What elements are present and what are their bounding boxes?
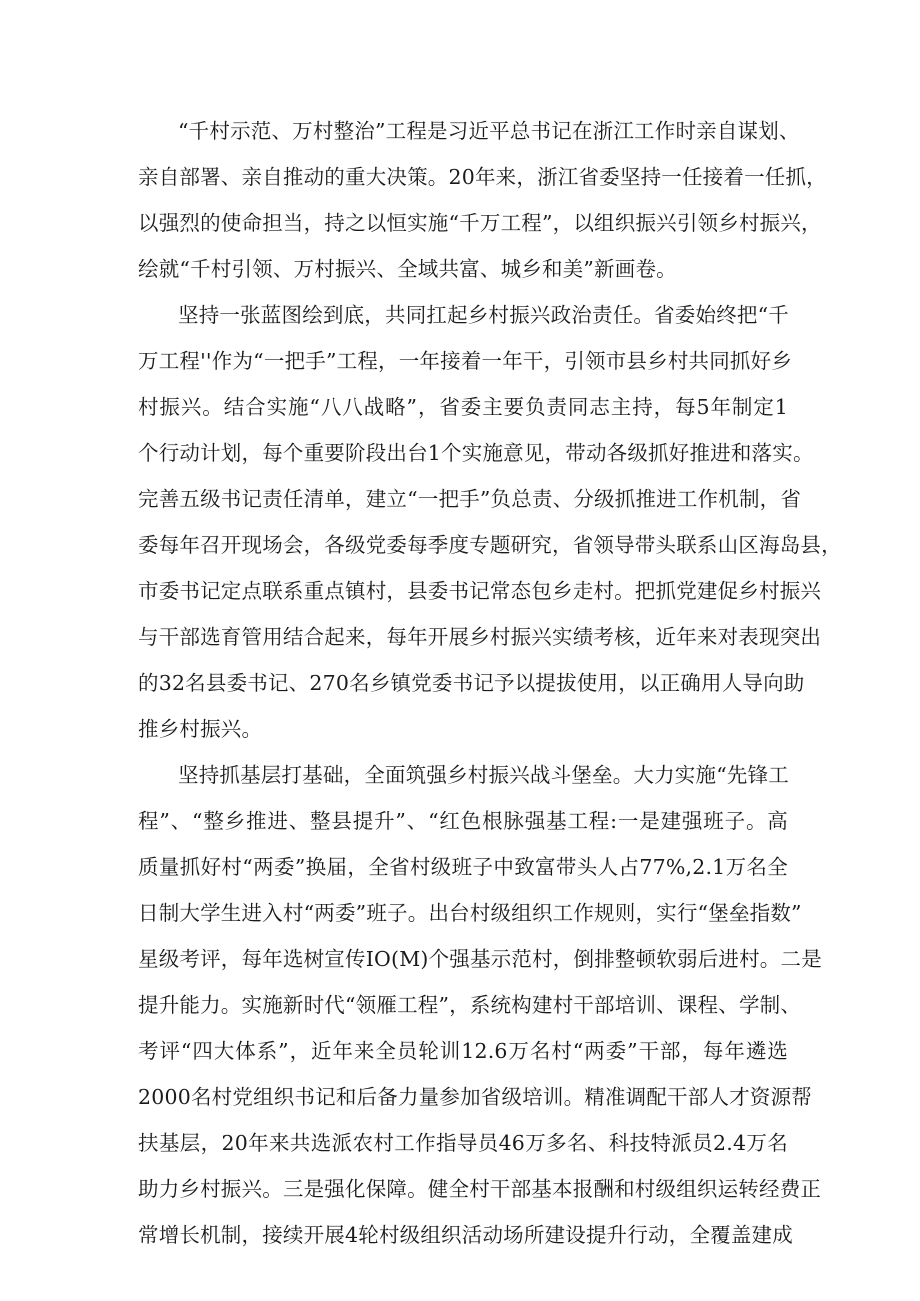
paragraph-1-line-3: 以强烈的使命担当，持之以恒实施“千万工程”，以组织振兴引领乡村振兴， (138, 211, 822, 235)
paragraph-1-line-2: 亲自部署、亲自推动的重大决策。20年来，浙江省委坚持一任接着一任抓， (138, 165, 827, 189)
paragraph-2-line-8: 与干部选育管用结合起来，每年开展乡村振兴实绩考核，近年来对表现突出 (138, 625, 822, 649)
paragraph-2-line-1: 坚持一张蓝图绘到底，共同扛起乡村振兴政治责任。省委始终把“千 (178, 303, 789, 327)
paragraph-3-line-5: 星级考评，每年选树宣传IO(M)个强基示范村，倒排整顿软弱后进村。二是 (138, 947, 822, 971)
paragraph-2-line-2: 万工程''作为“一把手”工程，一年接着一年干，引领市县乡村共同抓好乡 (138, 349, 793, 373)
paragraph-2-line-6: 委每年召开现场会，各级党委每季度专题研究，省领导带头联系山区海岛县， (138, 533, 842, 557)
paragraph-3-line-7: 考评“四大体系”，近年来全员轮训12.6万名村“两委”干部，每年遴选 (138, 1039, 788, 1063)
paragraph-1-line-1: “千村示范、万村整治”工程是习近平总书记在浙江工作时亲自谋划、 (178, 119, 800, 143)
paragraph-3-line-3: 质量抓好村“两委”换届，全省村级班子中致富带头人占77%,2.1万名全 (138, 855, 788, 879)
paragraph-2-line-9: 的32名县委书记、270名乡镇党委书记予以提拔使用，以正确用人导向助 (138, 671, 805, 695)
paragraph-3-line-8: 2000名村党组织书记和后备力量参加省级培训。精准调配干部人才资源帮 (138, 1085, 812, 1109)
paragraph-3-line-4: 日制大学生进入村“两委”班子。出台村级组织工作规则，实行“堡垒指数” (138, 901, 802, 925)
paragraph-3-line-1: 坚持抓基层打基础，全面筑强乡村振兴战斗堡垒。大力实施“先锋工 (178, 763, 789, 787)
paragraph-3-line-9: 扶基层，20年来共选派农村工作指导员46万多名、科技特派员2.4万名 (138, 1131, 788, 1155)
paragraph-3-line-6: 提升能力。实施新时代“领雁工程”，系统构建村干部培训、课程、学制、 (138, 993, 802, 1017)
paragraph-3-line-11: 常增长机制，接续开展4轮村级组织活动场所建设提升行动，全覆盖建成 (138, 1223, 793, 1247)
paragraph-3-line-2: 程”、“整乡推进、整县提升”、“红色根脉强基工程:一是建强班子。高 (138, 809, 788, 833)
paragraph-2-line-5: 完善五级书记责任清单，建立“一把手”负总责、分级抓推进工作机制，省 (138, 487, 802, 511)
paragraph-2-line-4: 个行动计划，每个重要阶段出台1个实施意见，带动各级抓好推进和落实。 (138, 441, 814, 465)
paragraph-2-line-7: 市委书记定点联系重点镇村，县委书记常态包乡走村。把抓党建促乡村振兴 (138, 579, 822, 603)
paragraph-3-line-10: 助力乡村振兴。三是强化保障。健全村干部基本报酬和村级组织运转经费正 (138, 1177, 822, 1201)
paragraph-2-line-10: 推乡村振兴。 (138, 717, 263, 741)
paragraph-1-line-4: 绘就“千村引领、万村振兴、全域共富、城乡和美”新画卷。 (138, 257, 677, 281)
paragraph-2-line-3: 村振兴。结合实施“八八战略”，省委主要负责同志主持，每5年制定1 (138, 395, 788, 419)
